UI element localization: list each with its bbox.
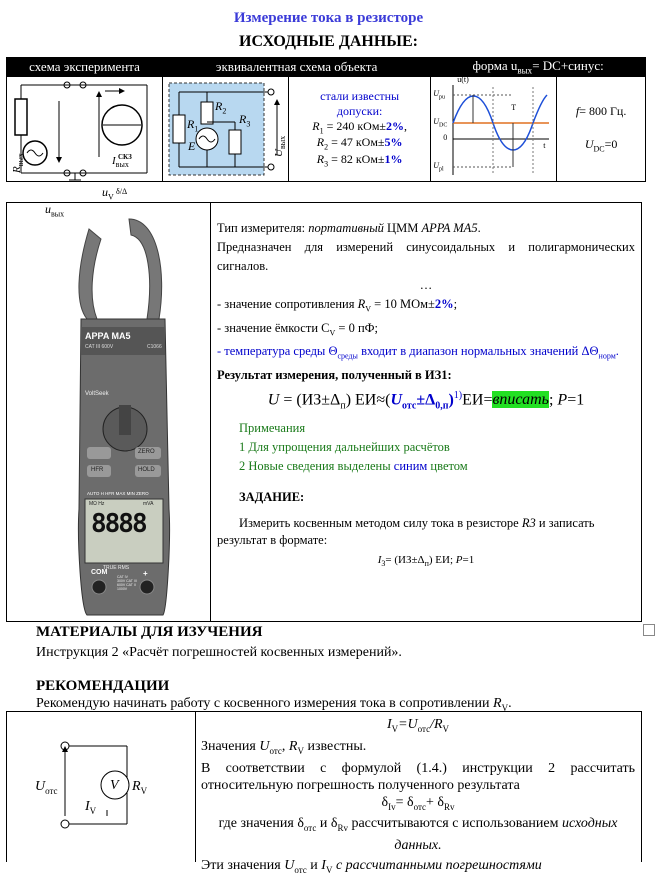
tolerance-r1: $R_1 = 240$ кОм±2%, [312,119,408,136]
meter-rms-label: СКЗ [118,152,132,161]
clamp-jaw-left [79,229,101,319]
dial-knob [119,405,131,435]
instrument-purpose: Предназначен для измерений синусоидальных и полигармонических сигналов. [217,240,635,273]
task-formula: $I_3= (ИЗ\pm\Delta_п)$ ЕИ; P=1 [377,554,475,569]
meter-true-rms: TRUE RMS [103,565,130,571]
recommendations-text: Рекомендую начинать работу с косвенного измерения тока в сопротивлении $R_V$. [36,696,512,713]
waveform-period-label: T [511,102,517,112]
final-line: Эти значения $U_{отс}$ и $I_V$ с рассчитанными погрешностями [201,858,542,875]
calculation-section [6,711,642,875]
waveform-zero-label: 0 [443,132,448,142]
terminal-icon [268,164,274,170]
meter-display-digits: 8888 [91,509,146,539]
checkbox[interactable] [643,624,655,636]
materials-heading: МАТЕРИАЛЫ ДЛЯ ИЗУЧЕНИЯ [36,624,263,640]
instrument-section [6,202,642,622]
r-out-label: $R_{вых}$ [11,152,26,173]
meter-button-left [87,447,111,459]
page-title: Измерение тока в резисторе [233,10,424,26]
meter-hold-label: HOLD [138,467,155,473]
experiment-schematic [7,77,162,181]
page-subtitle: ИСХОДНЫЕ ДАННЫЕ: [239,33,418,50]
known-values: Значения $U_{отс}$, $R_V$ известны. [201,738,367,756]
u-out-label: $u_{вых}$ [45,201,65,218]
u-v-label: $u_V$ [102,184,114,201]
terminal-icon [61,820,69,828]
r1-label: $R_1$ [187,116,199,133]
waveform-u-t-label: u(t) [457,74,469,84]
equivalent-schematic-cell [163,76,289,181]
note-1: 1 Для упрощения дальнейших расчётов [239,440,450,455]
r2-label: $R_2$ [215,98,227,115]
col-header-experiment: схема эксперимента [7,58,163,77]
source-data-table [6,57,646,218]
r3-resistor [229,130,241,154]
r1-resistor [173,115,185,143]
r2-resistor [201,102,213,124]
note-2: 2 Новые сведения выделены синим цветом [239,459,468,474]
meter-display-mva: mVA [143,501,154,507]
e-label: E [188,138,196,153]
r3-label: $R_3$ [239,111,251,128]
com-jack [92,580,106,594]
clamp-jaw-right [129,219,162,319]
bottom-rv-label: $R_V$ [132,779,148,796]
error-formula: $\delta_{Iv}= \delta_{отс}+ \delta_{Rv}$ [381,794,455,812]
waveform-cell [431,76,557,181]
frequency-cell [557,76,646,181]
current-formula: $I_V=U_{отс}/R_V$ [386,717,450,734]
clamp-meter-image [67,209,177,617]
bottom-uotc-label: $U_{отс}$ [35,779,58,796]
instrument-ellipsis: … [419,278,433,292]
instrument-temperature: - температура среды $\Theta_{среды}$ входит в диапазон нормальных значений $\Delta\Theta_{норм}$. [217,344,619,361]
waveform-plot [431,74,556,181]
meter-plus-label: + [143,569,148,578]
col-header-equivalent: эквивалентная схема объекта [163,58,431,77]
result-heading: Результат измерения, полученный в ИЗ1: [217,367,452,382]
terminal-icon [268,89,274,95]
meter-zero-label: ZERO [138,449,155,455]
equivalent-schematic [163,77,288,181]
r-out-resistor [15,99,27,135]
instrument-type: Тип измерителя: портативный ЦММ APPA MA5. [217,221,481,235]
write-in-field[interactable]: вписать [492,390,549,408]
waveform-upk-label: $U_{pu}$ [433,88,446,101]
instrument-resistance: - значение сопротивления $R_V = 10$ МОм±2%; [217,297,458,314]
meter-brand: APPA MA5 [85,331,131,341]
result-formula: $U = (ИЗ\pm\Delta_п)$ $ЕИ\approx(U_{отс}\pm\Delta_{0,п})^{1)}ЕИ=вписать$; P=1 [267,389,585,412]
tolerances-cell [289,76,431,181]
instruction-text: В соответствии с формулой (1.4.) инструкции 2 рассчитать относительную погрешность полученного результата [201,760,635,793]
meter-cat-ratings: CAT IV 300V CAT III 600V CAT II 1000V [117,575,137,591]
bottom-iv-label: $I_V$ [85,799,97,816]
frequency-value: f= 800 Гц. [575,103,627,118]
meter-com-label: COM [91,569,108,576]
meter-delta-label: δ/Δ [116,186,128,196]
waveform-t-label: t [543,140,546,150]
task-text: Измерить косвенным методом силу тока в резисторе R3 и записать результат в формате: [217,516,595,548]
error-explanation: где значения $\delta_{отс}$ и $\delta_{Rv}$ рассчитываются с использованием исходных данных. [218,816,618,854]
udc-value: $U_{DC}=0$ [584,136,618,154]
tolerances-heading-1: стали известны [320,89,400,103]
u-out-equiv-label: $U_{вых}$ [273,135,288,157]
i-out-label: $I_{вых}$ [112,154,129,169]
instrument-capacitance: - значение ёмкости $С_V = 0$ пФ; [217,320,378,337]
meter-cat: CAT III 600V [85,344,114,350]
calculation-text [201,716,635,879]
tolerance-r3: $R_3 = 82$ кОм±1% [316,151,403,169]
plus-jack [140,580,154,594]
meter-hfr-label: HFR [91,467,104,473]
bottom-schematic [47,738,167,838]
waveform-udc-label: $U_{DC}$ [433,116,448,129]
experiment-schematic-cell [7,76,163,218]
tolerances-heading-2: допуски: [336,104,383,118]
tolerance-r2: $R_2 = 47$ кОм±5% [316,135,403,152]
meter-maker: VoltSeek [85,391,109,397]
task-heading: ЗАДАНИЕ: [239,490,305,505]
waveform-upl-label: $U_{pl}$ [433,160,444,173]
meter-display-units: MΩ Hz [89,501,105,507]
meter-display-top: AUTO H HFR MAX MIN ZERO [87,491,149,496]
instrument-description [217,219,635,573]
meter-model: C1066 [147,344,162,350]
materials-text: Инструкция 2 «Расчёт погрешностей косвенных измерений». [36,645,402,660]
notes-title: Примечания [239,421,306,436]
bottom-v-label: V [110,778,119,793]
col-header-waveform: форма $u_{вых}=$ DC+синус: [431,58,646,77]
recommendations-heading: РЕКОМЕНДАЦИИ [36,678,170,694]
